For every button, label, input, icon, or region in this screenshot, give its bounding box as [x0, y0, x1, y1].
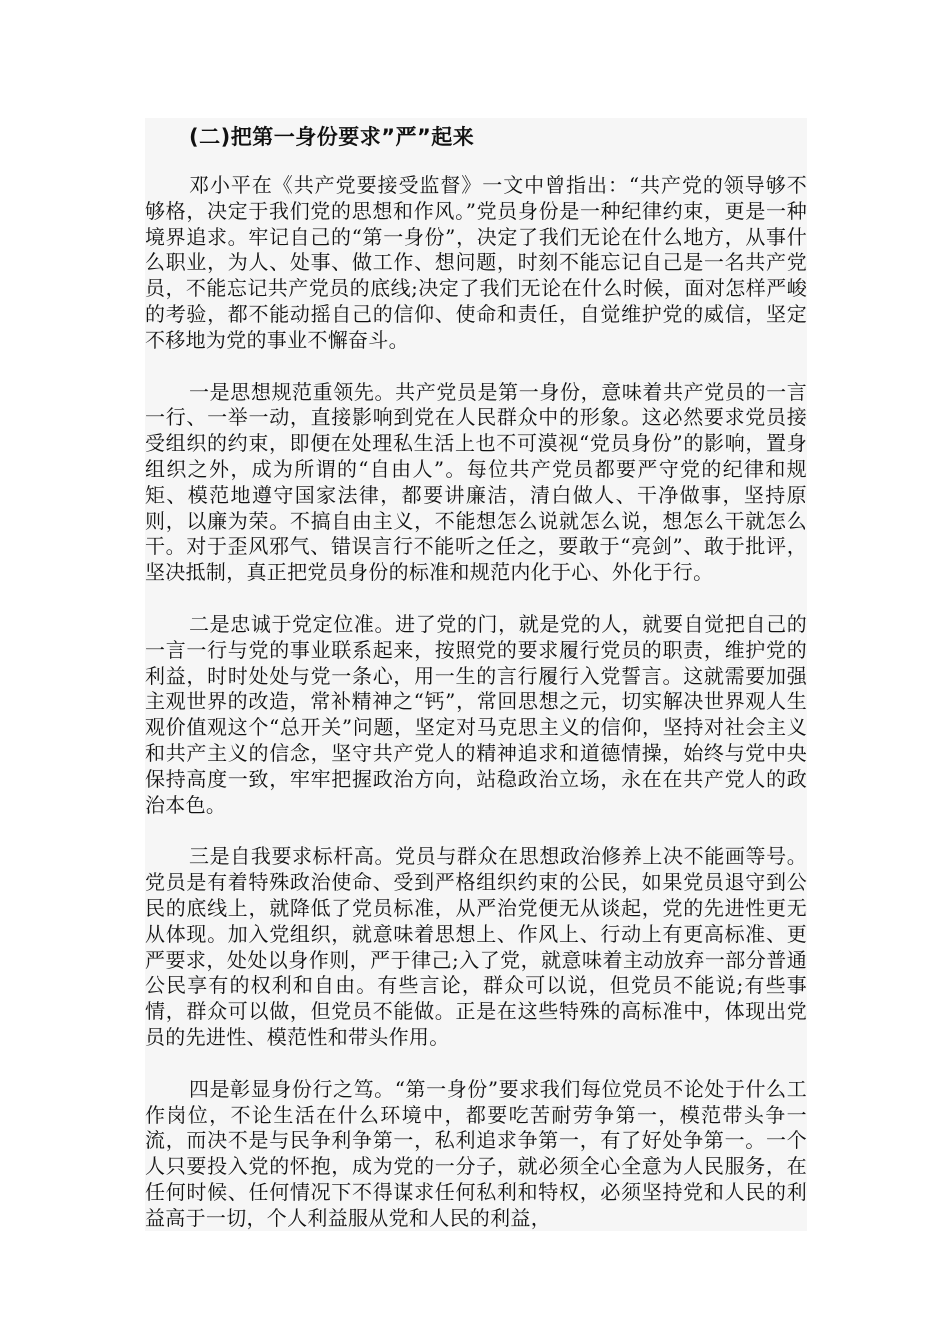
paragraph-point-two: 二是忠诚于党定位准。进了党的门，就是党的人，就要自觉把自己的一言一行与党的事业联系起来，按照党的要求履行党员的职责，维护党的利益，时时处处与党一条心，用一生的言行履行入党誓言。这就需要加强主观世界的改造，常补精神之“钙”，常回思想之元，切实解决世界观人生观价值观这个“总开关”问题，坚定对马克思主义的信仰，坚持对社会主义和共产主义的信念，坚守共产党人的精神追求和道德情操，始终与党中央保持高度一致，牢牢把握政治方向，站稳政治立场，永在在共产党人的政治本色。	[145, 611, 807, 817]
heading-spacer	[145, 156, 807, 173]
document-body	[145, 118, 807, 1231]
paragraph-intro: 邓小平在《共产党要接受监督》一文中曾指出：“共产党的领导够不够格，决定于我们党的思想和作风。”党员身份是一种纪律约束，更是一种境界追求。牢记自己的“第一身份”，决定了我们无论在什么地方，从事什么职业，为人、处事、做工作、想问题，时刻不能忘记自己是一名共产党员，不能忘记共产党员的底线;决定了我们无论在什么时候，面对怎样严峻的考验，都不能动摇自己的信仰、使命和责任，自觉维护党的威信，坚定不移地为党的事业不懈奋斗。	[145, 173, 807, 352]
paragraph-point-four: 四是彰显身份行之笃。“第一身份”要求我们每位党员不论处于什么工作岗位，不论生活在什么环境中，都要吃苦耐劳争第一，模范带头争一流，而决不是与民争利争第一，私利追求争第一，有了好处争第一。一个人只要投入党的怀抱，成为党的一分子，就必须全心全意为人民服务，在任何时候、任何情况下不得谋求任何私利和特权，必须坚持党和人民的利益高于一切，个人利益服从党和人民的利益，	[145, 1076, 807, 1230]
paragraph-point-three: 三是自我要求标杆高。党员与群众在思想政治修养上决不能画等号。党员是有着特殊政治使命、受到严格组织约束的公民，如果党员退守到公民的底线上，就降低了党员标准，从严治党便无从谈起，党的先进性更无从体现。加入党组织，就意味着思想上、作风上、行动上有更高标准、更严要求，处处以身作则，严于律己;入了党，就意味着主动放弃一部分普通公民享有的权利和自由。有些言论，群众可以说，但党员不能说;有些事情，群众可以做，但党员不能做。正是在这些特殊的高标准中，体现出党员的先进性、模范性和带头作用。	[145, 844, 807, 1049]
section-heading: (二)把第一身份要求”严”起来	[189, 125, 475, 149]
paragraph-point-one: 一是思想规范重领先。共产党员是第一身份，意味着共产党员的一言一行、一举一动，直接影响到党在人民群众中的形象。这必然要求党员接受组织的约束，即便在处理私生活上也不可漠视“党员身份”的影响，置身组织之外，成为所谓的“自由人”。每位共产党员都要严守党的纪律和规矩、模范地遵守国家法律，都要讲廉洁，清白做人、干净做事，坚持原则，以廉为荣。不搞自由主义，不能想怎么说就怎么说，想怎么干就怎么干。对于歪风邪气、错误言行不能听之任之，要敢于“亮剑”、敢于批评，坚决抵制，真正把党员身份的标准和规范内化于心、外化于行。	[145, 379, 807, 585]
